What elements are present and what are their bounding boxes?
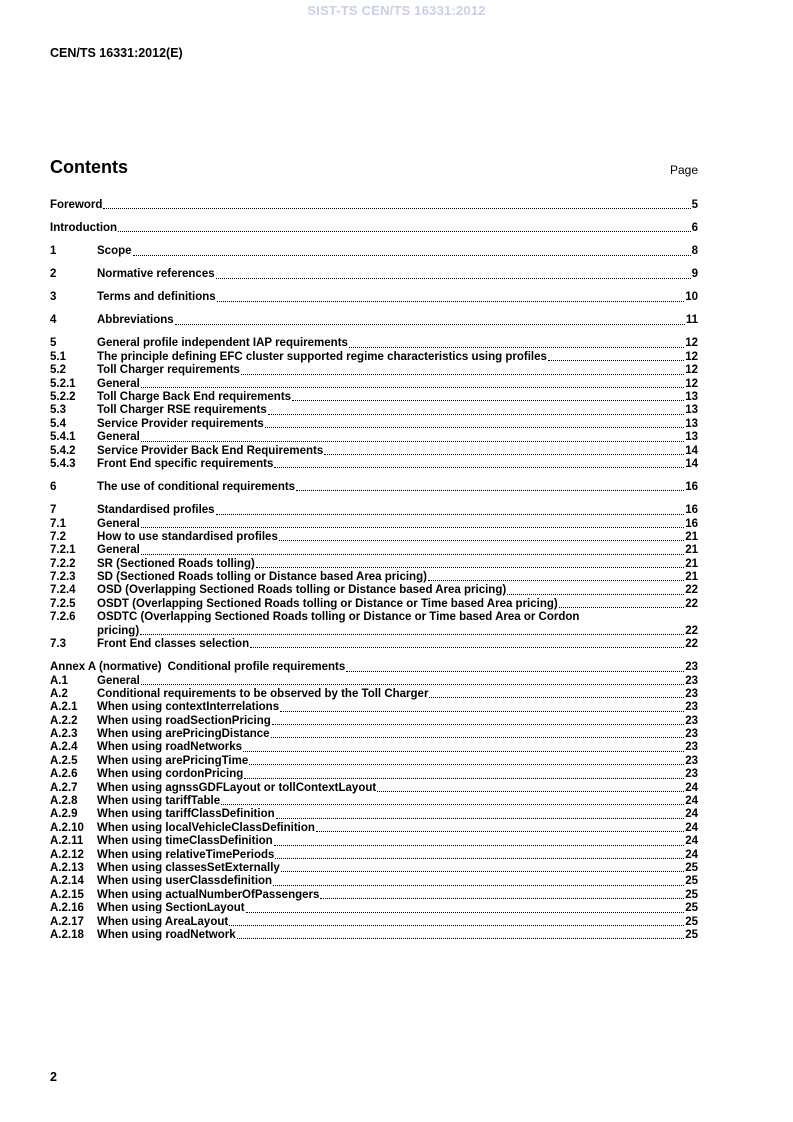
toc-entry-number: A.2.14 xyxy=(50,875,84,888)
toc-entry[interactable] xyxy=(50,558,698,571)
toc-entry-title: When using userClassdefinition xyxy=(97,875,273,888)
toc-entry-title: When using cordonPricing xyxy=(97,768,244,781)
toc-entry-title: When using actualNumberOfPassengers xyxy=(97,888,320,901)
dot-leader xyxy=(324,454,684,455)
toc-entry-page: 16 xyxy=(685,504,698,517)
dot-leader xyxy=(241,374,684,375)
toc-entry-page: 24 xyxy=(685,835,698,848)
toc-entry[interactable] xyxy=(50,675,698,688)
toc-entry[interactable] xyxy=(50,431,698,444)
toc-entry-number: 5.3 xyxy=(50,404,66,417)
toc-entry-title: General xyxy=(97,431,140,444)
toc-entry-page: 23 xyxy=(685,687,698,700)
toc-entry-title: SD (Sectioned Roads tolling or Distance based Area pricing) xyxy=(97,571,427,584)
toc-entry-page: 16 xyxy=(685,481,698,494)
dot-leader xyxy=(292,400,684,401)
footer-page-number: 2 xyxy=(50,1070,57,1084)
dot-leader xyxy=(244,778,684,779)
toc-entry[interactable] xyxy=(50,822,698,835)
dot-leader xyxy=(141,554,684,555)
toc-entry[interactable] xyxy=(50,222,698,235)
dot-leader xyxy=(271,737,685,738)
toc-entry-page: 12 xyxy=(685,350,698,363)
toc-entry-number: A.2.7 xyxy=(50,781,78,794)
toc-entry-number: A.2.16 xyxy=(50,902,84,915)
toc-entry-title: General xyxy=(97,377,140,390)
toc-entry-title: When using roadNetwork xyxy=(97,928,236,941)
toc-entry-page: 13 xyxy=(685,417,698,430)
toc-entry-page: 23 xyxy=(685,661,698,674)
toc-entry-number: A.2.13 xyxy=(50,861,84,874)
dot-leader xyxy=(175,324,685,325)
dot-leader xyxy=(276,818,685,819)
dot-leader xyxy=(268,414,684,415)
toc-entry[interactable] xyxy=(50,378,698,391)
toc-entry-page: 16 xyxy=(685,517,698,530)
dot-leader xyxy=(346,671,684,672)
toc-entry-title: General xyxy=(97,674,140,687)
dot-leader xyxy=(141,684,684,685)
toc-entry-title: Toll Charge Back End requirements xyxy=(97,391,292,404)
dot-leader xyxy=(216,514,685,515)
toc-entry-number: 5.2 xyxy=(50,364,66,377)
toc-entry[interactable] xyxy=(50,875,698,888)
watermark: SIST-TS CEN/TS 16331:2012 xyxy=(307,3,486,18)
toc-entry-page: 22 xyxy=(685,624,698,637)
toc-entry-page: 21 xyxy=(685,544,698,557)
toc-entry-title: Introduction xyxy=(50,222,118,235)
toc-entry-number: 5.2.2 xyxy=(50,391,76,404)
toc-entry[interactable] xyxy=(50,337,698,350)
toc-entry-title: Scope xyxy=(97,245,132,258)
toc-entry-title: General xyxy=(97,517,140,530)
toc-entry-title: When using localVehicleClassDefinition xyxy=(97,821,315,834)
toc-entry-page: 22 xyxy=(685,584,698,597)
toc-entry-title: Foreword xyxy=(50,198,103,211)
toc-entry[interactable] xyxy=(50,611,698,624)
dot-leader xyxy=(428,580,684,581)
toc-entry-number: 7.3 xyxy=(50,638,66,651)
toc-entry[interactable] xyxy=(50,902,698,915)
toc-entry-number: 6 xyxy=(50,481,57,494)
toc-entry-number: 5.4 xyxy=(50,417,66,430)
toc-entry-page: 23 xyxy=(685,728,698,741)
toc-entry-page: 23 xyxy=(685,674,698,687)
toc-entry-page: 22 xyxy=(685,638,698,651)
toc-entry[interactable] xyxy=(50,481,698,494)
toc-entry[interactable] xyxy=(50,755,698,768)
dot-leader xyxy=(548,360,684,361)
toc-entry[interactable] xyxy=(50,418,698,431)
toc-entry-title: Toll Charger requirements xyxy=(97,364,240,377)
toc-entry-number: 7.2 xyxy=(50,530,66,543)
toc-entry-title: When using agnssGDFLayout or tollContextLayout xyxy=(97,781,377,794)
toc-entry-number: 7.2.5 xyxy=(50,597,76,610)
toc-entry-page: 21 xyxy=(685,557,698,570)
dot-leader xyxy=(273,885,684,886)
dot-leader xyxy=(296,490,684,491)
toc-entry-page: 25 xyxy=(685,875,698,888)
toc-entry[interactable] xyxy=(50,364,698,377)
toc-entry[interactable] xyxy=(50,199,698,212)
toc-entry-title: Normative references xyxy=(97,268,215,281)
toc-entry-title: pricing) xyxy=(97,624,140,637)
dot-leader xyxy=(256,567,684,568)
toc-entry-number: A.2.12 xyxy=(50,848,84,861)
toc-entry-number: A.2.4 xyxy=(50,741,78,754)
toc-entry-number: 5.4.2 xyxy=(50,444,76,457)
toc-entry[interactable] xyxy=(50,701,698,714)
toc-entry[interactable] xyxy=(50,458,698,471)
toc-entry-page: 21 xyxy=(685,530,698,543)
toc-entry-title: When using arePricingDistance xyxy=(97,728,270,741)
toc-entry-title: How to use standardised profiles xyxy=(97,530,278,543)
toc-entry-title: The principle defining EFC cluster supported regime characteristics using profiles xyxy=(97,350,547,363)
toc-entry-number: 7 xyxy=(50,504,57,517)
toc-entry-title: General profile independent IAP requirements xyxy=(97,337,348,350)
toc-entry-number: 2 xyxy=(50,268,57,281)
toc-entry-number: A.2.18 xyxy=(50,928,84,941)
toc-entry-page: 24 xyxy=(685,781,698,794)
toc-entry[interactable] xyxy=(50,741,698,754)
dot-leader xyxy=(275,858,684,859)
toc-entry-number: Annex A (normative) xyxy=(50,661,162,674)
toc-entry[interactable] xyxy=(50,625,698,638)
dot-leader xyxy=(217,301,685,302)
toc-entry[interactable] xyxy=(50,291,698,304)
toc-entry-page: 23 xyxy=(685,741,698,754)
toc-entry-page: 6 xyxy=(691,222,698,235)
toc-entry[interactable] xyxy=(50,531,698,544)
toc-entry[interactable] xyxy=(50,504,698,517)
toc-entry-title: OSD (Overlapping Sectioned Roads tolling or Distance based Area pricing) xyxy=(97,584,507,597)
toc-entry-title: Front End specific requirements xyxy=(97,457,274,470)
toc-entry-number: 7.1 xyxy=(50,517,66,530)
toc-entry-title: When using tariffTable xyxy=(97,795,221,808)
dot-leader xyxy=(221,804,684,805)
toc-entry-title: Front End classes selection xyxy=(97,638,250,651)
toc-entry-number: 7.2.1 xyxy=(50,544,76,557)
toc-entry[interactable] xyxy=(50,638,698,651)
toc-entry-page: 8 xyxy=(691,245,698,258)
dot-leader xyxy=(320,898,684,899)
toc-entry[interactable] xyxy=(50,835,698,848)
toc-entry-title: When using roadSectionPricing xyxy=(97,714,271,727)
toc-entry-number: A.2.15 xyxy=(50,888,84,901)
toc-entry-title: When using classesSetExternally xyxy=(97,861,280,874)
toc-entry-title: General xyxy=(97,544,140,557)
toc-entry[interactable] xyxy=(50,391,698,404)
toc-entry-page: 24 xyxy=(685,848,698,861)
toc-entry[interactable] xyxy=(50,351,698,364)
toc-entry-title: When using tariffClassDefinition xyxy=(97,808,275,821)
toc-entry[interactable] xyxy=(50,688,698,701)
toc-entry-number: A.2.6 xyxy=(50,768,78,781)
toc-entry-page: 23 xyxy=(685,768,698,781)
toc-entry[interactable] xyxy=(50,598,698,611)
dot-leader xyxy=(243,751,684,752)
toc-entry[interactable] xyxy=(50,849,698,862)
dot-leader xyxy=(279,540,684,541)
dot-leader xyxy=(507,594,684,595)
toc-entry-page: 25 xyxy=(685,928,698,941)
toc-entry-page: 12 xyxy=(685,364,698,377)
toc-entry-number: 7.2.2 xyxy=(50,557,76,570)
toc-entry-page: 9 xyxy=(691,268,698,281)
page-title: Contents xyxy=(50,157,128,177)
toc-entry-title: OSDTC (Overlapping Sectioned Roads tolling or Distance or Time based Area or Cordon xyxy=(97,611,580,624)
toc-entry[interactable] xyxy=(50,889,698,902)
toc-entry-number: A.2.17 xyxy=(50,915,84,928)
toc-entry-page: 13 xyxy=(685,431,698,444)
toc-entry-number: A.2 xyxy=(50,687,68,700)
toc-entry[interactable] xyxy=(50,795,698,808)
toc-entry-page: 25 xyxy=(685,902,698,915)
toc-entry[interactable] xyxy=(50,404,698,417)
toc-entry[interactable] xyxy=(50,728,698,741)
annex-note: (normative) xyxy=(95,661,162,674)
toc-entry-title: Terms and definitions xyxy=(97,291,216,304)
toc-entry-page: 12 xyxy=(685,377,698,390)
toc-entry-number: 5.4.1 xyxy=(50,431,76,444)
toc-entry-page: 24 xyxy=(685,821,698,834)
toc-entry-title: When using contextInterrelations xyxy=(97,701,280,714)
toc-entry-number: A.2.1 xyxy=(50,701,78,714)
document-id: CEN/TS 16331:2012(E) xyxy=(50,46,183,60)
toc-entry[interactable] xyxy=(50,782,698,795)
dot-leader xyxy=(559,607,684,608)
toc-entry-page: 5 xyxy=(691,198,698,211)
dot-leader xyxy=(249,764,684,765)
toc-entry-page: 13 xyxy=(685,391,698,404)
toc-entry-title: Abbreviations xyxy=(97,314,174,327)
dot-leader xyxy=(237,938,685,939)
toc-entry-number: A.2.5 xyxy=(50,754,78,767)
toc-entry-title: Conditional requirements to be observed by the Toll Charger xyxy=(97,687,429,700)
toc-entry-number: 5.2.1 xyxy=(50,377,76,390)
toc-entry-title: SR (Sectioned Roads tolling) xyxy=(97,557,255,570)
dot-leader xyxy=(274,467,684,468)
dot-leader xyxy=(216,278,691,279)
toc-entry[interactable] xyxy=(50,584,698,597)
toc-entry-number: 7.2.4 xyxy=(50,584,76,597)
toc-entry-page: 23 xyxy=(685,754,698,767)
toc-entry-title: When using AreaLayout xyxy=(97,915,229,928)
toc-entry[interactable] xyxy=(50,862,698,875)
toc-entry-page: 24 xyxy=(685,808,698,821)
dot-leader xyxy=(141,527,684,528)
toc-entry-page: 13 xyxy=(685,404,698,417)
dot-leader xyxy=(272,724,684,725)
toc-entry[interactable] xyxy=(50,571,698,584)
toc-entry[interactable] xyxy=(50,715,698,728)
toc-entry-title: Standardised profiles xyxy=(97,504,215,517)
toc-entry-title: The use of conditional requirements xyxy=(97,481,296,494)
dot-leader xyxy=(141,387,684,388)
toc-entry-title: Service Provider Back End Requirements xyxy=(97,444,324,457)
toc-entry-page: 12 xyxy=(685,337,698,350)
toc-entry-number: 4 xyxy=(50,314,57,327)
dot-leader xyxy=(349,347,684,348)
dot-leader xyxy=(141,441,684,442)
toc-entry-number: A.2.9 xyxy=(50,808,78,821)
table-of-contents xyxy=(50,199,698,942)
toc-entry-title: When using relativeTimePeriods xyxy=(97,848,275,861)
annex-title: Conditional profile requirements xyxy=(167,661,346,674)
dot-leader xyxy=(377,791,684,792)
toc-entry[interactable] xyxy=(50,518,698,531)
toc-entry[interactable] xyxy=(50,245,698,258)
toc-entry-page: 23 xyxy=(685,701,698,714)
toc-entry[interactable] xyxy=(50,445,698,458)
toc-entry-number: 3 xyxy=(50,291,57,304)
dot-leader xyxy=(281,871,684,872)
toc-entry-page: 14 xyxy=(685,457,698,470)
toc-entry-page: 11 xyxy=(685,314,698,327)
toc-entry-number: A.2.8 xyxy=(50,795,78,808)
toc-entry-title: When using timeClassDefinition xyxy=(97,835,273,848)
toc-entry-page: 25 xyxy=(685,888,698,901)
dot-leader xyxy=(250,647,684,648)
toc-entry-number: 5 xyxy=(50,337,57,350)
toc-entry-page: 23 xyxy=(685,714,698,727)
toc-entry-title: When using roadNetworks xyxy=(97,741,243,754)
toc-entry-number: A.2.10 xyxy=(50,821,84,834)
toc-entry-number: A.2.3 xyxy=(50,728,78,741)
toc-entry-number: A.1 xyxy=(50,674,68,687)
dot-leader xyxy=(429,697,684,698)
toc-entry-page: 22 xyxy=(685,597,698,610)
toc-entry-title: Toll Charger RSE requirements xyxy=(97,404,267,417)
toc-entry[interactable] xyxy=(50,314,698,327)
toc-entry-title: When using SectionLayout xyxy=(97,902,245,915)
page-column-label: Page xyxy=(669,163,698,177)
dot-leader xyxy=(316,831,684,832)
toc-entry[interactable] xyxy=(50,808,698,821)
dot-leader xyxy=(274,845,684,846)
toc-entry-title: Service Provider requirements xyxy=(97,417,264,430)
dot-leader xyxy=(229,925,684,926)
toc-entry-page: 10 xyxy=(685,291,698,304)
toc-entry-number: 5.4.3 xyxy=(50,457,76,470)
toc-entry-number: 5.1 xyxy=(50,350,66,363)
dot-leader xyxy=(103,208,690,209)
toc-entry-page: 25 xyxy=(685,861,698,874)
toc-entry-page: 14 xyxy=(685,444,698,457)
toc-entry[interactable] xyxy=(50,661,698,674)
toc-entry-number: A.2.2 xyxy=(50,714,78,727)
toc-entry[interactable] xyxy=(50,916,698,929)
dot-leader xyxy=(118,231,691,232)
toc-entry-title xyxy=(168,661,346,674)
toc-entry-title: OSDT (Overlapping Sectioned Roads tolling or Distance or Time based Area pricing) xyxy=(97,597,558,610)
toc-entry-page: 21 xyxy=(685,571,698,584)
toc-entry[interactable] xyxy=(50,929,698,942)
dot-leader xyxy=(140,634,684,635)
dot-leader xyxy=(246,912,685,913)
toc-entry-number: 7.2.6 xyxy=(50,611,76,624)
dot-leader xyxy=(133,255,691,256)
toc-entry[interactable] xyxy=(50,268,698,281)
toc-entry[interactable] xyxy=(50,768,698,781)
toc-entry[interactable] xyxy=(50,544,698,557)
toc-entry-page: 25 xyxy=(685,915,698,928)
dot-leader xyxy=(280,711,684,712)
toc-entry-page: 24 xyxy=(685,795,698,808)
toc-entry-number: 7.2.3 xyxy=(50,571,76,584)
dot-leader xyxy=(265,427,684,428)
toc-entry-title: When using arePricingTime xyxy=(97,754,249,767)
toc-entry-number: A.2.11 xyxy=(50,835,84,848)
toc-entry-number: 1 xyxy=(50,245,57,258)
